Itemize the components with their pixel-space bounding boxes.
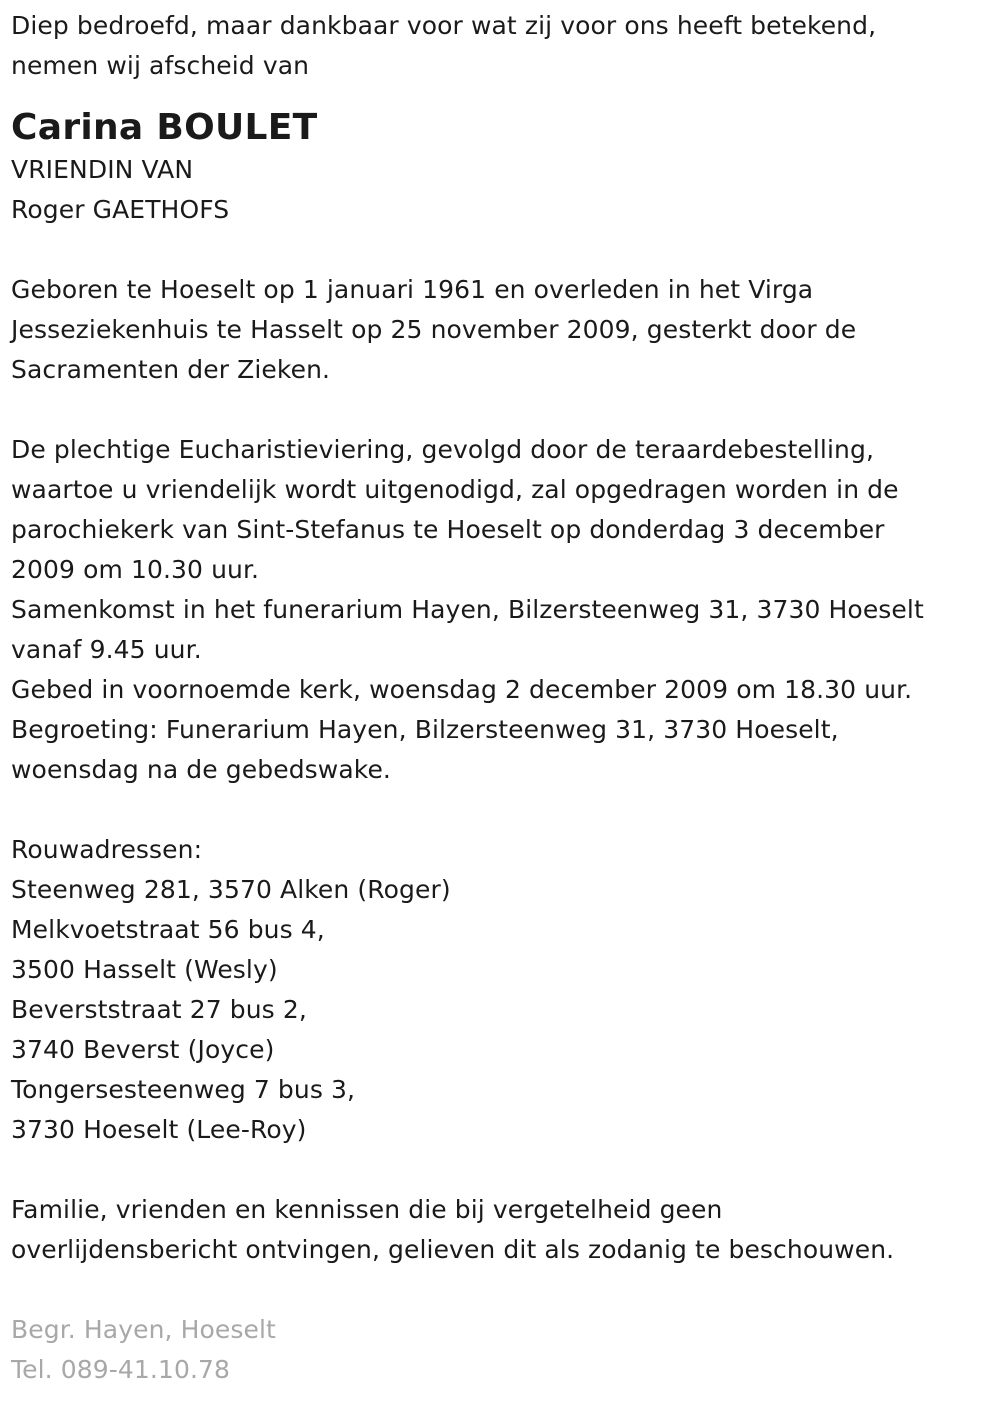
partner-name: Roger GAETHOFS bbox=[11, 195, 230, 224]
ceremony-line: woensdag na de gebedswake. bbox=[11, 755, 391, 784]
address-line: Steenweg 281, 3570 Alken (Roger) bbox=[11, 875, 451, 904]
birth-death-line: Sacramenten der Zieken. bbox=[11, 355, 331, 384]
ceremony-line: 2009 om 10.30 uur. bbox=[11, 555, 260, 584]
spacer bbox=[11, 1150, 986, 1190]
ceremony-line: waartoe u vriendelijk wordt uitgenodigd, zal opgedragen worden in de bbox=[11, 475, 899, 504]
address-line: 3740 Beverst (Joyce) bbox=[11, 1035, 275, 1064]
spacer bbox=[11, 1270, 986, 1310]
funeral-home-phone: Tel. 089-41.10.78 bbox=[11, 1355, 231, 1384]
address-line: 3730 Hoeselt (Lee-Roy) bbox=[11, 1115, 307, 1144]
addresses-section bbox=[11, 830, 986, 1150]
spacer bbox=[11, 230, 986, 270]
address-line: Melkvoetstraat 56 bus 4, bbox=[11, 915, 325, 944]
funeral-home-footer bbox=[11, 1310, 986, 1390]
address-line: Tongersesteenweg 7 bus 3, bbox=[11, 1075, 356, 1104]
relation-label: VRIENDIN VAN bbox=[11, 155, 194, 184]
notice-paragraph bbox=[11, 1190, 986, 1270]
spacer bbox=[11, 790, 986, 830]
intro-line: Diep bedroefd, maar dankbaar voor wat zij voor ons heeft betekend, bbox=[11, 11, 877, 40]
ceremony-paragraph bbox=[11, 430, 986, 790]
address-line: 3500 Hasselt (Wesly) bbox=[11, 955, 278, 984]
notice-line: overlijdensbericht ontvingen, gelieven dit als zodanig te beschouwen. bbox=[11, 1235, 895, 1264]
ceremony-line: Samenkomst in het funerarium Hayen, Bilzersteenweg 31, 3730 Hoeselt bbox=[11, 595, 924, 624]
address-line: Beverststraat 27 bus 2, bbox=[11, 995, 307, 1024]
intro-line: nemen wij afscheid van bbox=[11, 51, 310, 80]
ceremony-line: parochiekerk van Sint-Stefanus te Hoeselt op donderdag 3 december bbox=[11, 515, 885, 544]
ceremony-line: Begroeting: Funerarium Hayen, Bilzersteenweg 31, 3730 Hoeselt, bbox=[11, 715, 839, 744]
birth-death-paragraph bbox=[11, 270, 986, 390]
ceremony-line: De plechtige Eucharistieviering, gevolgd door de teraardebestelling, bbox=[11, 435, 874, 464]
birth-death-line: Geboren te Hoeselt op 1 januari 1961 en overleden in het Virga bbox=[11, 275, 814, 304]
funeral-home-name: Begr. Hayen, Hoeselt bbox=[11, 1315, 276, 1344]
notice-line: Familie, vrienden en kennissen die bij vergetelheid geen bbox=[11, 1195, 723, 1224]
addresses-heading: Rouwadressen: bbox=[11, 835, 203, 864]
deceased-name: Carina BOULET bbox=[11, 107, 318, 148]
intro-paragraph bbox=[11, 6, 986, 86]
deceased-block bbox=[11, 106, 986, 230]
spacer bbox=[11, 390, 986, 430]
obituary-document bbox=[11, 6, 986, 1390]
ceremony-line: vanaf 9.45 uur. bbox=[11, 635, 202, 664]
ceremony-line: Gebed in voornoemde kerk, woensdag 2 december 2009 om 18.30 uur. bbox=[11, 675, 913, 704]
birth-death-line: Jesseziekenhuis te Hasselt op 25 november 2009, gesterkt door de bbox=[11, 315, 857, 344]
